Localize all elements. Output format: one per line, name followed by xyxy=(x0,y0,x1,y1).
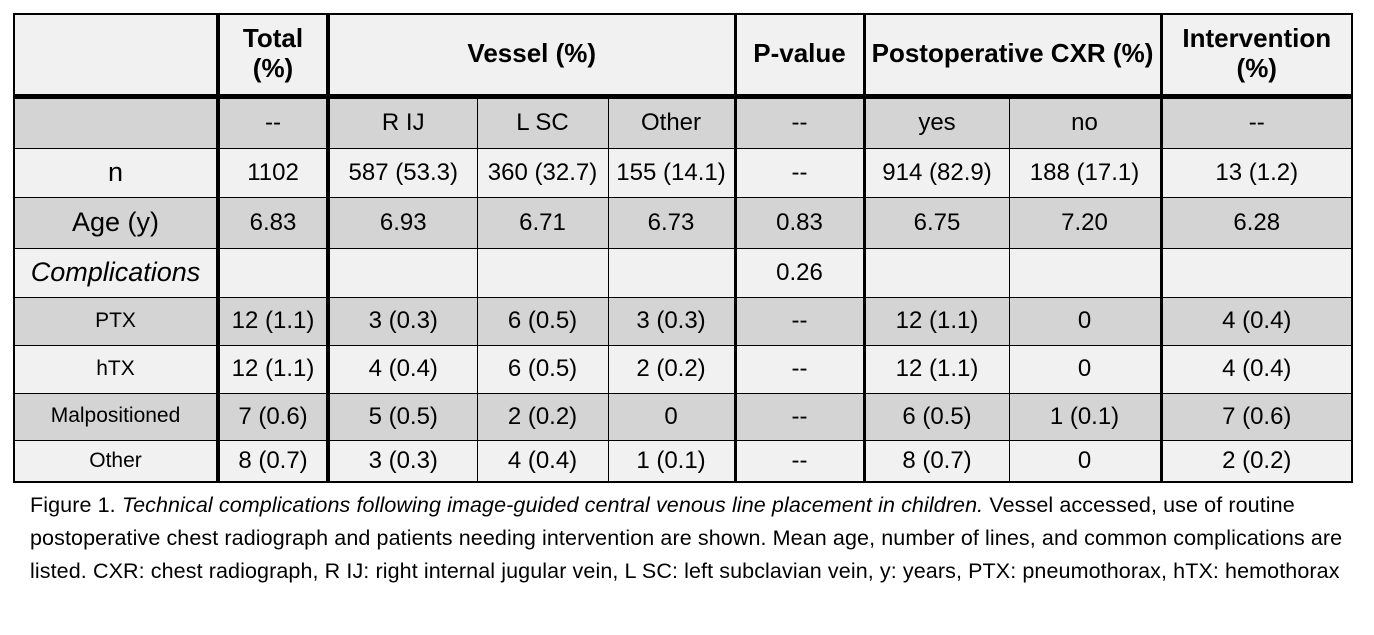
row-label: Malpositioned xyxy=(14,393,218,440)
table-cell xyxy=(1009,248,1161,297)
table-cell: 4 (0.4) xyxy=(1161,297,1352,345)
table-cell: 6.75 xyxy=(864,197,1009,248)
table-cell: 1 (0.1) xyxy=(608,440,735,482)
table-cell: 4 (0.4) xyxy=(328,345,477,393)
row-label: n xyxy=(14,148,218,197)
table-row xyxy=(14,393,1352,440)
table-cell: 6.73 xyxy=(608,197,735,248)
complications-table xyxy=(13,13,1353,483)
table-cell: 3 (0.3) xyxy=(328,440,477,482)
header-vessel: Vessel (%) xyxy=(328,14,735,96)
table-cell: 7 (0.6) xyxy=(1161,393,1352,440)
table-cell: 4 (0.4) xyxy=(477,440,608,482)
table-cell: 914 (82.9) xyxy=(864,148,1009,197)
table-row xyxy=(14,345,1352,393)
table-cell: 8 (0.7) xyxy=(864,440,1009,482)
table-cell: 5 (0.5) xyxy=(328,393,477,440)
table-cell: 3 (0.3) xyxy=(328,297,477,345)
table-cell: 587 (53.3) xyxy=(328,148,477,197)
table-cell: 12 (1.1) xyxy=(864,345,1009,393)
table-cell: -- xyxy=(735,345,864,393)
subheader-cell: no xyxy=(1009,96,1161,148)
table-cell: 6.71 xyxy=(477,197,608,248)
figure-caption xyxy=(30,489,1350,588)
table-cell: 188 (17.1) xyxy=(1009,148,1161,197)
subheader-cell: -- xyxy=(218,96,328,148)
caption-prefix: Figure 1. xyxy=(30,493,122,517)
header-total: Total (%) xyxy=(218,14,328,96)
subheader-cell: yes xyxy=(864,96,1009,148)
caption-body: Vessel accessed, use of routine postoperative chest radiograph and patients needing intervention are shown. Mean age, number of lines, and common complications are listed. CXR: chest radiograph, R IJ: right internal jugular vein, L SC: left subclavian vein, y: years, PTX: pneumothorax, hTX: hemothorax xyxy=(30,493,1343,583)
table-cell: 6.93 xyxy=(328,197,477,248)
table-cell: 0 xyxy=(608,393,735,440)
table-cell: 2 (0.2) xyxy=(1161,440,1352,482)
table-cell: 0.26 xyxy=(735,248,864,297)
subheader-cell xyxy=(14,96,218,148)
row-label: Complications xyxy=(14,248,218,297)
subheader-cell: L SC xyxy=(477,96,608,148)
table-row xyxy=(14,297,1352,345)
table-cell: 2 (0.2) xyxy=(477,393,608,440)
table-cell: 0 xyxy=(1009,345,1161,393)
table-cell: 1 (0.1) xyxy=(1009,393,1161,440)
table-cell: 6.28 xyxy=(1161,197,1352,248)
table-cell: -- xyxy=(735,393,864,440)
table-cell xyxy=(608,248,735,297)
row-label: PTX xyxy=(14,297,218,345)
row-label: hTX xyxy=(14,345,218,393)
subheader-cell: Other xyxy=(608,96,735,148)
table-cell: 0.83 xyxy=(735,197,864,248)
row-label: Other xyxy=(14,440,218,482)
table-cell xyxy=(864,248,1009,297)
subheader-cell: R IJ xyxy=(328,96,477,148)
table-cell: 155 (14.1) xyxy=(608,148,735,197)
header-cxr: Postoperative CXR (%) xyxy=(864,14,1161,96)
table-cell: -- xyxy=(735,440,864,482)
table-cell: 4 (0.4) xyxy=(1161,345,1352,393)
table-cell: 7.20 xyxy=(1009,197,1161,248)
table-cell: 0 xyxy=(1009,440,1161,482)
subheader-cell: -- xyxy=(735,96,864,148)
table-cell: 0 xyxy=(1009,297,1161,345)
table-cell: 2 (0.2) xyxy=(608,345,735,393)
table-row xyxy=(14,440,1352,482)
table-cell: 6 (0.5) xyxy=(477,345,608,393)
table-cell: 6.83 xyxy=(218,197,328,248)
caption-title: Technical complications following image-guided central venous line placement in children. xyxy=(121,493,984,517)
table-row xyxy=(14,148,1352,197)
table-cell: 360 (32.7) xyxy=(477,148,608,197)
table-cell: 12 (1.1) xyxy=(218,297,328,345)
table-row xyxy=(14,248,1352,297)
table-cell xyxy=(477,248,608,297)
table-cell: 12 (1.1) xyxy=(218,345,328,393)
table-cell xyxy=(218,248,328,297)
subheader-row xyxy=(14,96,1352,148)
table-cell: 3 (0.3) xyxy=(608,297,735,345)
table-cell: 8 (0.7) xyxy=(218,440,328,482)
table-cell: 6 (0.5) xyxy=(477,297,608,345)
table-row xyxy=(14,197,1352,248)
header-blank-cell xyxy=(14,14,218,96)
header-pvalue: P-value xyxy=(735,14,864,96)
table-cell: -- xyxy=(735,148,864,197)
table-cell: 6 (0.5) xyxy=(864,393,1009,440)
header-intervention: Intervention (%) xyxy=(1161,14,1352,96)
table-cell: -- xyxy=(735,297,864,345)
subheader-cell: -- xyxy=(1161,96,1352,148)
header-row xyxy=(14,14,1352,96)
table-cell: 1102 xyxy=(218,148,328,197)
table-cell xyxy=(328,248,477,297)
table-cell: 7 (0.6) xyxy=(218,393,328,440)
table-cell: 12 (1.1) xyxy=(864,297,1009,345)
row-label: Age (y) xyxy=(14,197,218,248)
table-cell xyxy=(1161,248,1352,297)
table-cell: 13 (1.2) xyxy=(1161,148,1352,197)
